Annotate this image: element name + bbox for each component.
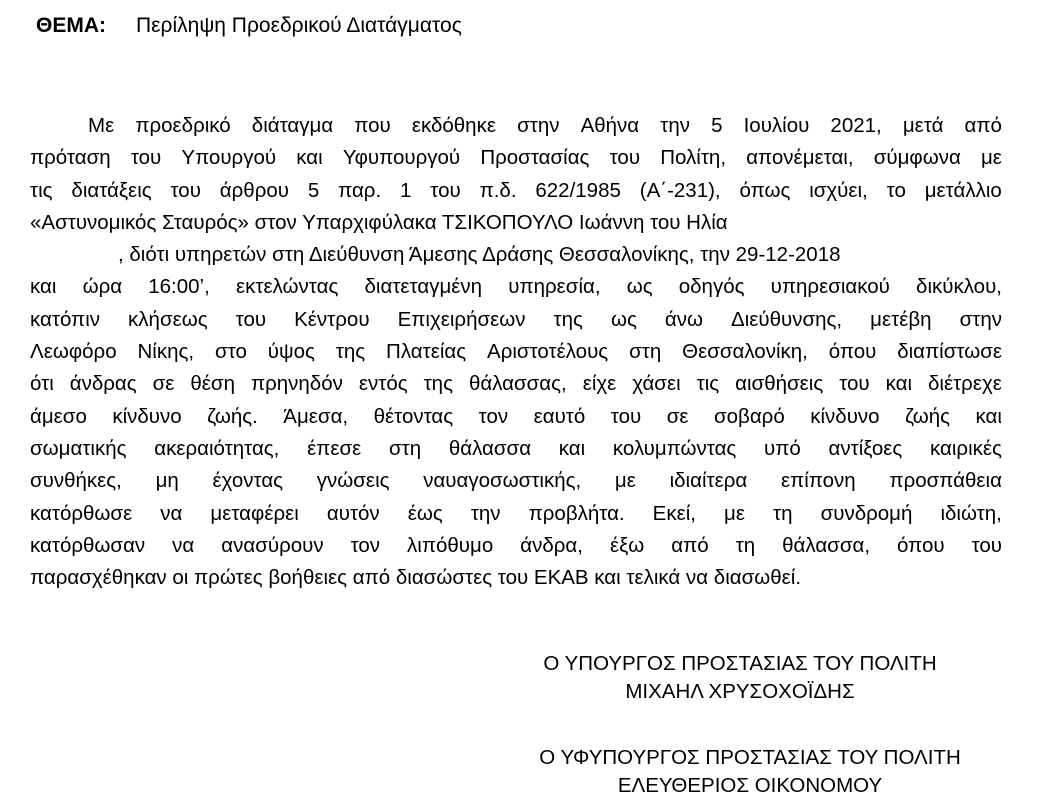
word: συνδρομή xyxy=(820,501,913,525)
word: που xyxy=(354,114,391,137)
word: του xyxy=(610,404,642,428)
word: επίπονη xyxy=(780,469,856,493)
word: κλήσεως xyxy=(128,307,208,331)
word: Εκεί, xyxy=(652,501,696,525)
word: και xyxy=(30,275,57,299)
word: Υπουργού xyxy=(181,146,277,170)
word: από xyxy=(671,533,709,557)
body-line xyxy=(30,239,1002,271)
word: διατεταγμένη xyxy=(364,275,483,299)
word: Επιχειρήσεων xyxy=(397,307,526,331)
word: μεταφέρει xyxy=(210,501,299,525)
word: της xyxy=(553,307,583,331)
word: στη xyxy=(389,436,422,460)
redacted-area xyxy=(30,239,108,259)
word: διάταγμα xyxy=(251,114,334,137)
word: αντίξοες xyxy=(828,436,903,460)
word: άμεσο xyxy=(30,404,87,428)
body-line xyxy=(30,175,1002,207)
word: Υφυπουργού xyxy=(342,146,461,170)
word: ιδιαίτερα xyxy=(669,469,748,493)
word: π.δ. xyxy=(479,178,517,202)
word: όπως xyxy=(739,178,791,202)
word: και xyxy=(975,404,1002,428)
word: στην xyxy=(959,307,1002,331)
word: έξω xyxy=(609,533,645,557)
word: Με xyxy=(88,114,115,137)
word: 1 xyxy=(400,178,412,202)
word: θέτοντας xyxy=(373,404,454,428)
word: 5 xyxy=(711,114,723,137)
word: Διεύθυνσης, xyxy=(731,307,843,331)
word: σωματικής xyxy=(30,436,127,460)
word: δικύκλου, xyxy=(916,275,1002,299)
word: γνώσεις xyxy=(316,469,390,493)
word: κίνδυνο xyxy=(112,404,182,428)
word: εαυτό xyxy=(533,404,586,428)
word: είχε xyxy=(582,372,617,396)
word: της xyxy=(335,340,366,364)
word: πρηνηδόν xyxy=(250,372,343,396)
word: τον xyxy=(478,404,509,428)
word: Αθήνα xyxy=(580,114,640,137)
body-line xyxy=(30,498,1002,530)
word: το xyxy=(886,178,906,202)
word: θάλασσα, xyxy=(782,533,871,557)
word: Νίκης, xyxy=(137,340,195,364)
word: του xyxy=(235,307,267,331)
word: προσπάθεια xyxy=(889,469,1002,493)
word: οδηγός xyxy=(678,275,745,299)
word: Ιουλίου xyxy=(743,114,810,137)
word: ως xyxy=(610,307,637,331)
word: και xyxy=(296,146,323,170)
word: του xyxy=(130,146,162,170)
word: συνθήκες, xyxy=(30,469,122,493)
word: σε xyxy=(666,404,689,428)
body-line xyxy=(30,271,1002,303)
word: όπου xyxy=(897,533,945,557)
word: 622/1985 xyxy=(535,178,621,202)
body-line xyxy=(30,304,1002,336)
word: Προστασίας xyxy=(480,146,590,170)
decree-body xyxy=(30,110,1002,594)
signature-title: Ο ΥΦΥΠΟΥΡΓΟΣ ΠΡΟΣΤΑΣΙΑΣ ΤΟΥ ΠΟΛΙΤΗ xyxy=(539,746,961,769)
word: Πλατείας xyxy=(386,340,467,364)
word: άνω xyxy=(664,307,703,331)
word: προβλήτα. xyxy=(528,501,625,525)
word: (Α΄-231), xyxy=(639,178,721,202)
word: ύψος xyxy=(267,340,315,364)
word: προεδρικό xyxy=(135,114,231,137)
word: σύμφωνα xyxy=(873,146,961,170)
body-line: παρασχέθηκαν οι πρώτες βοήθειες από διασώστες του ΕΚΑΒ και τελικά να διασωθεί. xyxy=(30,566,802,590)
word: ως xyxy=(626,275,653,299)
word: τις xyxy=(30,178,53,202)
signature-title: Ο ΥΠΟΥΡΓΟΣ ΠΡΟΣΤΑΣΙΑΣ ΤΟΥ ΠΟΛΙΤΗ xyxy=(543,652,937,675)
body-line: «Αστυνομικός Σταυρός» στον Υπαρχιφύλακα ΤΣΙΚΟΠΟΥΛΟ Ιωάννη του Ηλία xyxy=(30,210,728,234)
word: διέτρεχε xyxy=(927,372,1002,396)
subject-text: Περίληψη Προεδρικού Διατάγματος xyxy=(136,14,462,37)
word: και xyxy=(558,436,586,460)
word: Αριστοτέλους xyxy=(487,340,609,364)
word: έπεσε xyxy=(307,436,362,460)
word: χάσει xyxy=(632,372,681,396)
word: θέση xyxy=(190,372,235,396)
body-line xyxy=(30,110,1002,142)
word: ναυαγοσωστικής, xyxy=(423,469,582,493)
word: του xyxy=(609,146,641,170)
word: στο xyxy=(214,340,247,364)
word: Θεσσαλονίκη, xyxy=(682,340,808,364)
word: Άμεσα, xyxy=(283,404,349,428)
body-line xyxy=(30,336,1002,368)
word: παρ. xyxy=(338,178,382,202)
word: μετάλλιο xyxy=(924,178,1002,202)
word: καιρικές xyxy=(930,436,1002,460)
deputy-minister-signature-block xyxy=(470,744,1030,800)
word: μετέβη xyxy=(870,307,932,331)
word: εκτελώντας xyxy=(235,275,339,299)
word: θάλασσας, xyxy=(468,372,567,396)
word: μη xyxy=(155,469,179,493)
word: να xyxy=(172,533,195,557)
word: ώρα xyxy=(82,275,123,299)
body-line xyxy=(30,530,1002,562)
signature-name: ΜΙΧΑΗΛ ΧΡΥΣΟΧΟΪΔΗΣ xyxy=(625,680,855,703)
word: υπηρεσιακού xyxy=(770,275,890,299)
word: της xyxy=(423,372,453,396)
word: του xyxy=(839,372,870,396)
word: τη xyxy=(773,501,793,525)
word: στη xyxy=(629,340,662,364)
word: 5 xyxy=(307,178,320,202)
word: κολυμπώντας xyxy=(612,436,737,460)
body-line xyxy=(30,401,1002,433)
body-line xyxy=(30,368,1002,400)
word: κίνδυνο xyxy=(810,404,880,428)
word: εντός xyxy=(358,372,408,396)
word: όπου xyxy=(828,340,877,364)
word: Πολίτη, xyxy=(660,146,727,170)
word: άνδρας xyxy=(69,372,137,396)
word: πρόταση xyxy=(30,146,111,170)
word: την xyxy=(660,114,690,137)
word: λιπόθυμο xyxy=(407,533,494,557)
word: κατόρθωσε xyxy=(30,501,133,525)
word: την xyxy=(470,501,501,525)
word: τη xyxy=(735,533,756,557)
body-line xyxy=(30,142,1002,174)
word: σε xyxy=(152,372,175,396)
body-line xyxy=(30,433,1002,465)
word: του xyxy=(971,533,1002,557)
word: στην xyxy=(517,114,560,137)
word: 16:00’, xyxy=(148,275,210,299)
word: κατόρθωσαν xyxy=(30,533,146,557)
word: του xyxy=(170,178,201,202)
word: ιδιώτη, xyxy=(940,501,1002,525)
word: τον xyxy=(350,533,381,557)
word: από xyxy=(964,114,1002,137)
word: Κέντρου xyxy=(294,307,370,331)
word: ισχύει, xyxy=(809,178,868,202)
word: διαπίστωσε xyxy=(897,340,1002,364)
word: του xyxy=(430,178,461,202)
word: ανασύρουν xyxy=(221,533,324,557)
body-line xyxy=(30,465,1002,497)
word: ζωής xyxy=(905,404,951,428)
word: αυτόν xyxy=(326,501,380,525)
word: με xyxy=(724,501,745,525)
word: υπό xyxy=(764,436,801,460)
word: σοβαρό xyxy=(713,404,785,428)
word: Λεωφόρο xyxy=(30,340,117,364)
word: έως xyxy=(407,501,443,525)
word: υπηρεσία, xyxy=(508,275,601,299)
word: τις xyxy=(696,372,720,396)
word: να xyxy=(160,501,183,525)
word: 2021, xyxy=(830,114,882,137)
word: θάλασσα xyxy=(448,436,532,460)
word: ζωής. xyxy=(207,404,258,428)
word: ακεραιότητας, xyxy=(154,436,280,460)
word: απονέμεται, xyxy=(746,146,854,170)
signature-name: ΕΛΕΥΘΕΡΙΟΣ ΟΙΚΟΝΟΜΟΥ xyxy=(617,774,883,797)
subject-label: ΘΕΜΑ: xyxy=(36,14,106,37)
word: και xyxy=(885,372,913,396)
word: έχοντας xyxy=(212,469,284,493)
subject-line xyxy=(36,12,462,40)
word: άρθρου xyxy=(219,178,289,202)
word: ότι xyxy=(30,372,54,396)
line-text: , διότι υπηρετών στη Διεύθυνση Άμεσης Δράσης Θεσσαλονίκης, την 29-12-2018 xyxy=(118,243,841,267)
word: αισθήσεις xyxy=(735,372,824,396)
word: κατόπιν xyxy=(30,307,101,331)
word: μετά xyxy=(902,114,944,137)
minister-signature-block xyxy=(480,650,1000,706)
word: διατάξεις xyxy=(71,178,152,202)
word: άνδρα, xyxy=(520,533,583,557)
word: εκδόθηκε xyxy=(411,114,496,137)
word: με xyxy=(980,146,1002,170)
word: με xyxy=(614,469,636,493)
